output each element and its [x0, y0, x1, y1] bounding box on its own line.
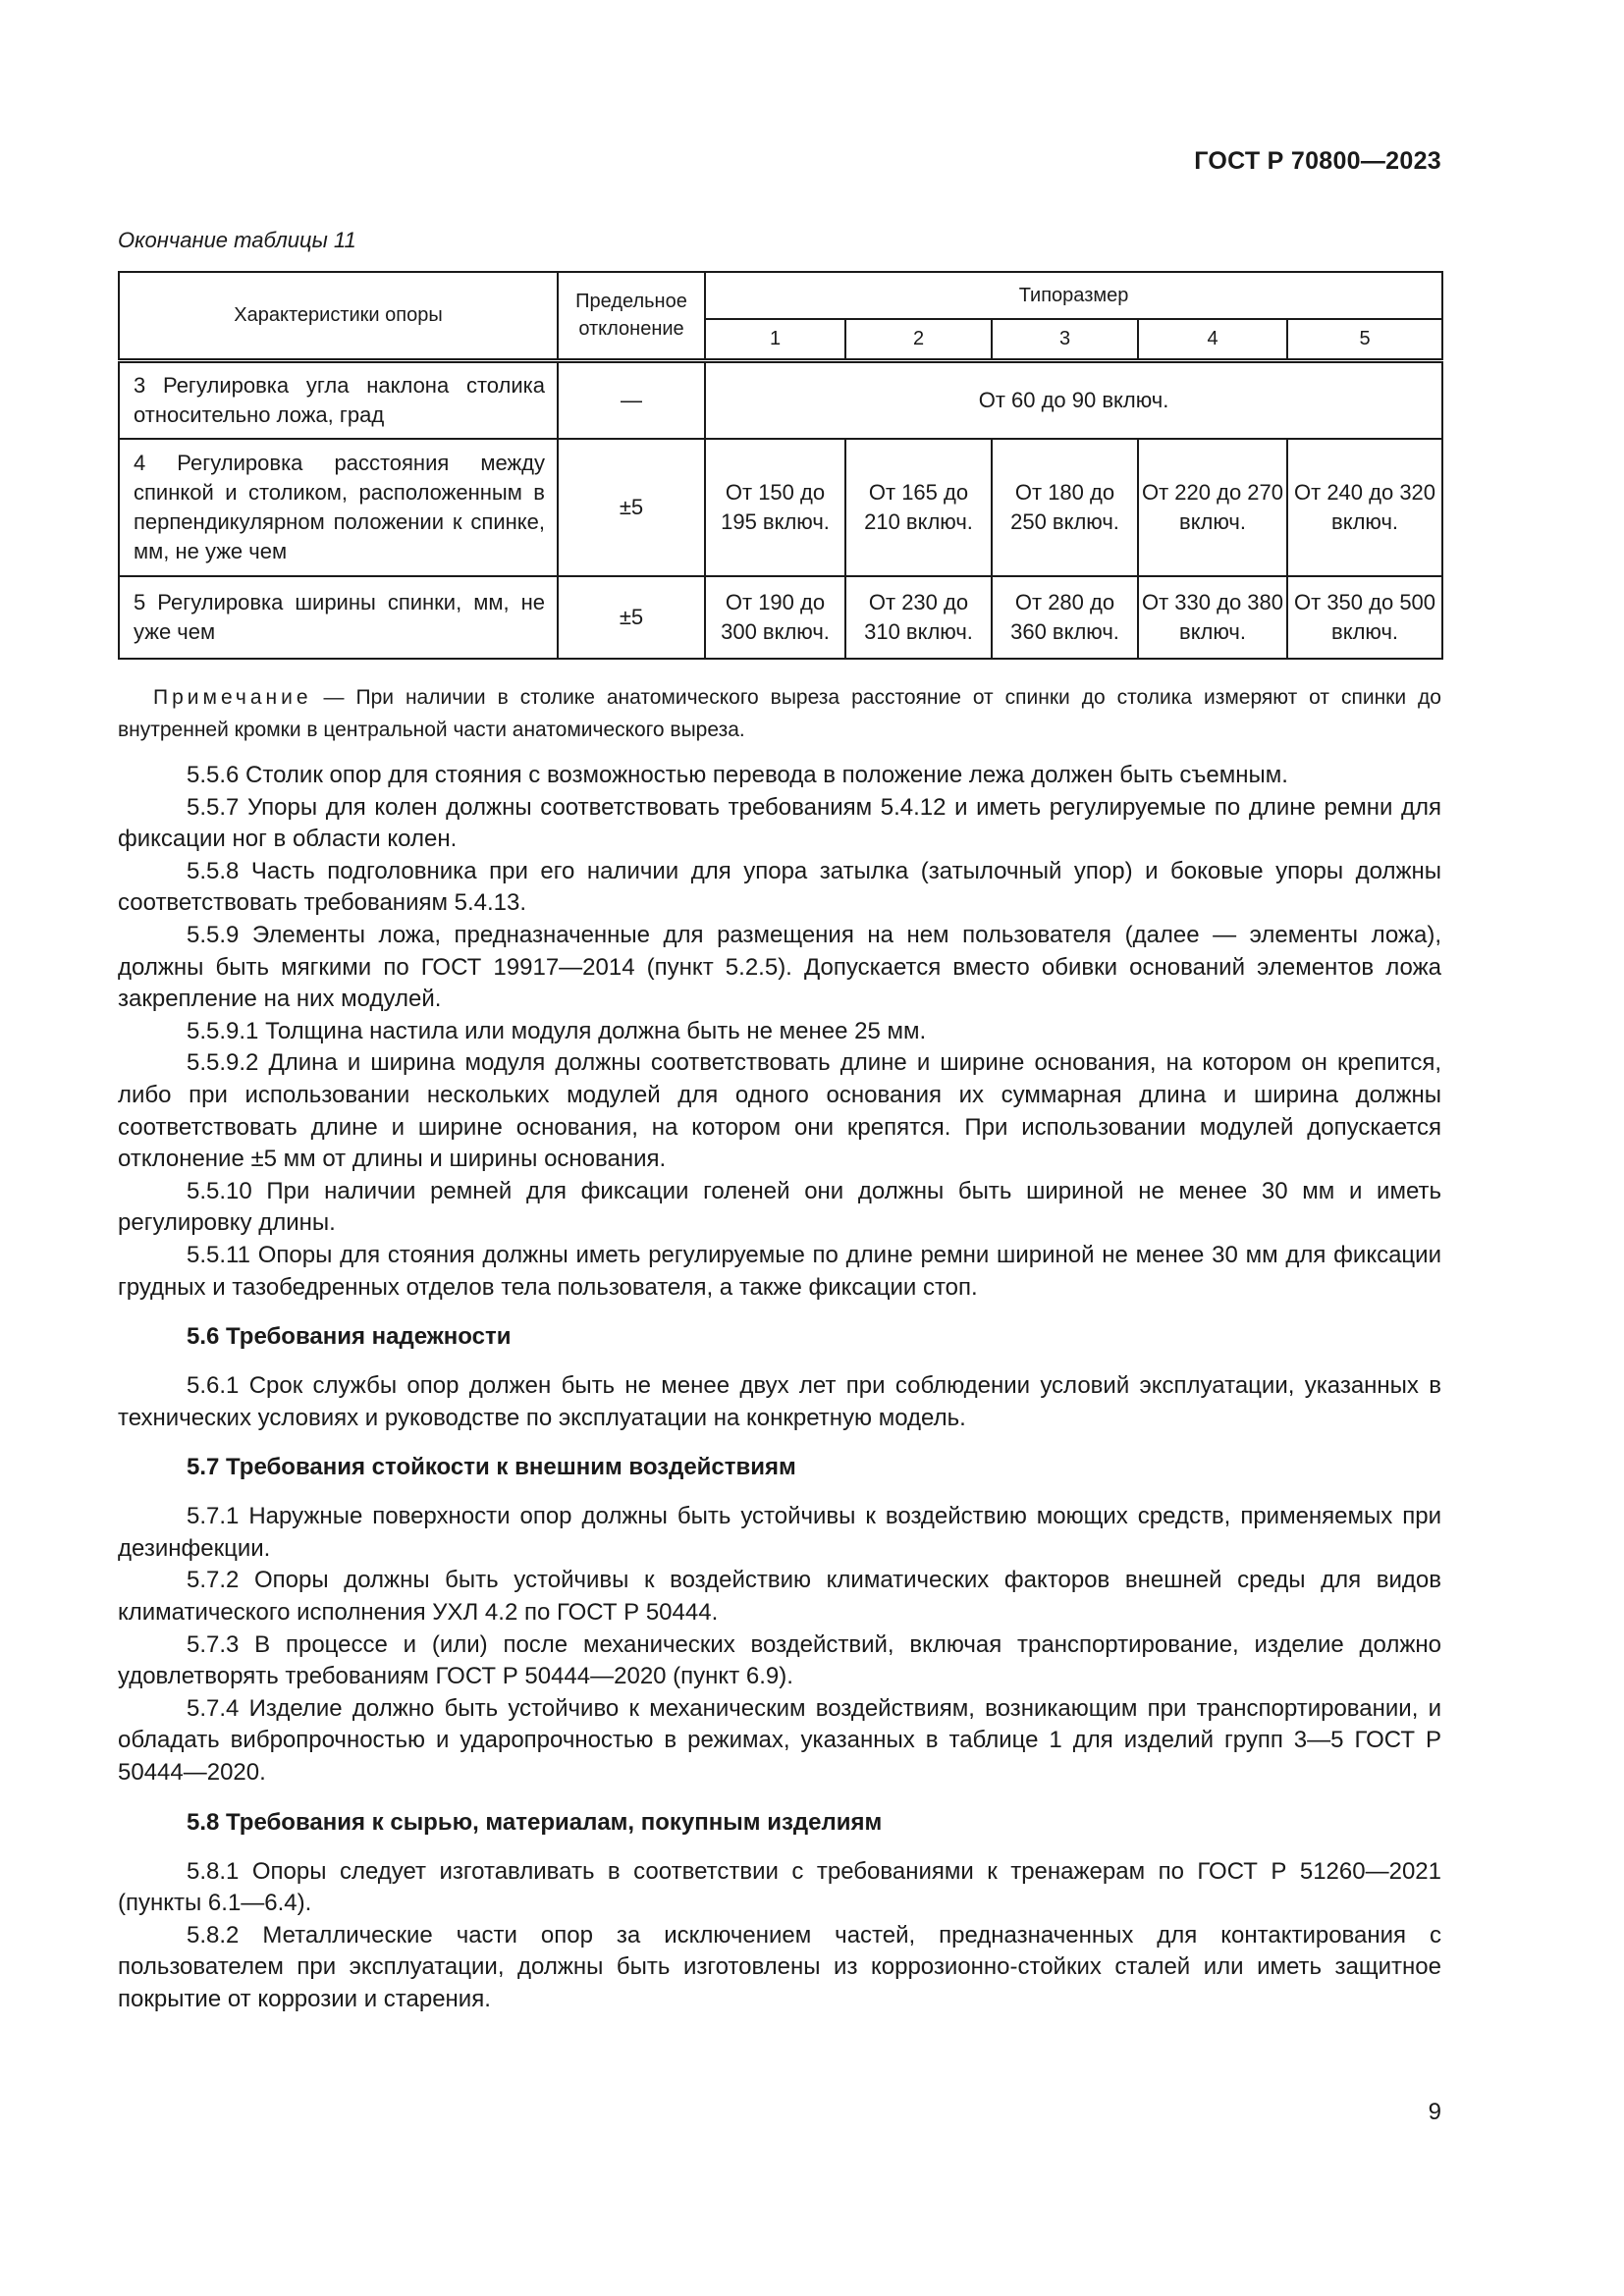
row-value-4: От 220 до 270 включ.	[1138, 439, 1287, 576]
row-value-3: От 180 до 250 включ.	[992, 439, 1138, 576]
row-value-2: От 230 до 310 включ.	[845, 576, 992, 659]
row-value-1: От 150 до 195 включ.	[705, 439, 845, 576]
table-row	[119, 439, 1442, 576]
paragraph-5-5-6: 5.5.6 Столик опор для стояния с возможностью перевода в положение лежа должен быть съемным.	[187, 762, 1288, 788]
size-label-5: 5	[1287, 319, 1442, 360]
document-page	[118, 0, 1441, 2296]
row-value-5: От 240 до 320 включ.	[1287, 439, 1442, 576]
page-number: 9	[1428, 2099, 1441, 2125]
row-value-3: От 280 до 360 включ.	[992, 576, 1138, 659]
paragraph-5-5-10: 5.5.10 При наличии ремней для фиксации голеней они должны быть шириной не менее 30 мм и иметь регулировку длины.	[118, 1177, 1441, 1237]
header-sizes: Типоразмер	[705, 272, 1442, 319]
table-row	[119, 576, 1442, 659]
size-label-3: 3	[992, 319, 1138, 360]
paragraph-5-7-3: 5.7.3 В процессе и (или) после механических воздействий, включая транспортирование, изделие должно удовлетворять требованиям ГОСТ Р 50444—2020 (пункт 6.9).	[118, 1630, 1441, 1690]
header-characteristics: Характеристики опоры	[119, 272, 558, 360]
row-characteristic: 4 Регулировка расстояния между спинкой и столиком, расположенным в перпендикулярном положении к спинке, мм, не уже чем	[119, 439, 558, 576]
table-row	[119, 360, 1442, 439]
note-text: — При наличии в столике анатомического выреза расстояние от спинки до столика измеряют от спинки до внутренней кромки в центральной части анатомического выреза.	[118, 686, 1441, 741]
row-value-4: От 330 до 380 включ.	[1138, 576, 1287, 659]
section-heading-5-8: 5.8 Требования к сырью, материалам, покупным изделиям	[187, 1808, 883, 1836]
note-label: Примечание	[153, 686, 312, 709]
paragraph-5-6-1: 5.6.1 Срок службы опор должен быть не менее двух лет при соблюдении условий эксплуатации, указанных в технических условиях и руководстве по эксплуатации на конкретную модель.	[118, 1372, 1441, 1431]
paragraph-5-5-11: 5.5.11 Опоры для стояния должны иметь регулируемые по длине ремни шириной не менее 30 мм для фиксации грудных и тазобедренных отделов тела пользователя, а также фиксации стоп.	[118, 1241, 1441, 1301]
document-code: ГОСТ Р 70800—2023	[1194, 147, 1441, 175]
row-value-1: От 190 до 300 включ.	[705, 576, 845, 659]
row-value-2: От 165 до 210 включ.	[845, 439, 992, 576]
row-deviation: ±5	[558, 439, 705, 576]
size-label-2: 2	[845, 319, 992, 360]
paragraph-5-7-4: 5.7.4 Изделие должно быть устойчиво к механическим воздействиям, возникающим при транспортировании, и обладать вибропрочностью и ударопрочностью в режимах, указанных в таблице 1 для изделий групп 3—5 ГОСТ Р 50444—2020.	[118, 1694, 1441, 1787]
paragraph-5-5-9-1: 5.5.9.1 Толщина настила или модуля должна быть не менее 25 мм.	[187, 1017, 927, 1044]
paragraph-5-8-1: 5.8.1 Опоры следует изготавливать в соответствии с требованиями к тренажерам по ГОСТ Р 51260—2021 (пункты 6.1—6.4).	[118, 1857, 1441, 1917]
paragraph-5-8-2: 5.8.2 Металлические части опор за исключением частей, предназначенных для контактирования с пользователем при эксплуатации, должны быть изготовлены из коррозионно-стойких сталей или иметь защитное покрытие от коррозии и старения.	[118, 1921, 1441, 2012]
table-note	[118, 681, 1441, 746]
body-text	[118, 760, 1441, 2016]
row-characteristic: 5 Регулировка ширины спинки, мм, не уже чем	[119, 576, 558, 659]
size-label-1: 1	[705, 319, 845, 360]
paragraph-5-7-1: 5.7.1 Наружные поверхности опор должны быть устойчивы к воздействию моющих средств, применяемых при дезинфекции.	[118, 1503, 1441, 1562]
section-heading-5-6: 5.6 Требования надежности	[187, 1323, 512, 1351]
paragraph-5-5-9-2: 5.5.9.2 Длина и ширина модуля должны соответствовать длине и ширине основания, на котором он крепится, либо при использовании нескольких модулей для одного основания их суммарная длина и ширина должны соответствовать длине и ширине основания, на котором они крепятся. При использовании модулей допускается отклонение ±5 мм от длины и ширины основания.	[118, 1049, 1441, 1173]
table-caption: Окончание таблицы 11	[118, 228, 356, 252]
row-characteristic: 3 Регулировка угла наклона столика относительно ложа, град	[119, 360, 558, 439]
paragraph-5-5-7: 5.5.7 Упоры для колен должны соответствовать требованиям 5.4.12 и иметь регулируемые по длине ремни для фиксации ног в области колен.	[118, 793, 1441, 853]
row-deviation: —	[558, 360, 705, 439]
specification-table	[118, 271, 1443, 660]
paragraph-5-5-9: 5.5.9 Элементы ложа, предназначенные для размещения на нем пользователя (далее — элементы ложа), должны быть мягкими по ГОСТ 19917—2014 (пункт 5.2.5). Допускается вместо обивки оснований элементов ложа закрепление на них модулей.	[118, 921, 1441, 1013]
row-deviation: ±5	[558, 576, 705, 659]
row-merged-value: От 60 до 90 включ.	[705, 360, 1442, 439]
paragraph-5-7-2: 5.7.2 Опоры должны быть устойчивы к воздействию климатических факторов внешней среды для видов климатического исполнения УХЛ 4.2 по ГОСТ Р 50444.	[118, 1567, 1441, 1627]
section-heading-5-7: 5.7 Требования стойкости к внешним воздействиям	[187, 1454, 796, 1481]
header-deviation: Предельное отклонение	[558, 272, 705, 360]
paragraph-5-5-8: 5.5.8 Часть подголовника при его наличии для упора затылка (затылочный упор) и боковые упоры должны соответствовать требованиям 5.4.13.	[118, 857, 1441, 917]
row-value-5: От 350 до 500 включ.	[1287, 576, 1442, 659]
size-label-4: 4	[1138, 319, 1287, 360]
